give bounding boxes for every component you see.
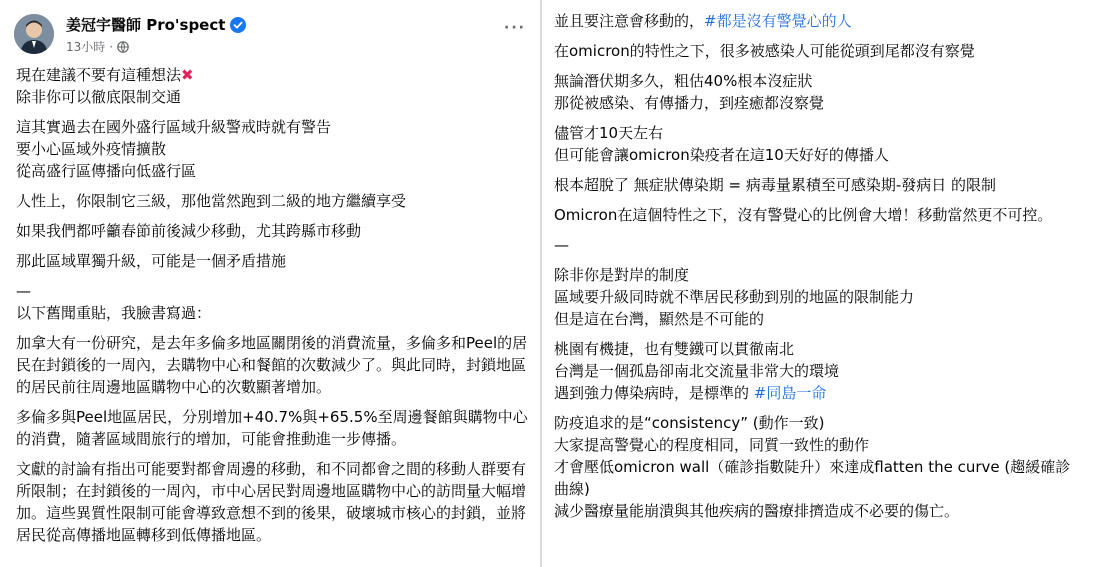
text-line: 防疫追求的是“consistency” (動作一致): [554, 414, 825, 432]
author-avatar[interactable]: [14, 14, 54, 54]
text-line: 現在建議不要有這種想法: [16, 66, 182, 84]
paragraph-9: 文獻的討論有指出可能要對都會周邊的移動，和不同都會之間的移動人群要有所限制；在封鎖後的一周內，市中心居民對周邊地區購物中心的訪問量大幅增加。這些異質性限制可能會導致意想不到的後果，破壞城市核心的封鎖，並將居民從高傳播地區轉移到低傳播地區。: [16, 460, 527, 544]
paragraph-r4: [554, 122, 1085, 166]
meta-separator: ·: [109, 39, 114, 54]
paragraph-r3: [554, 70, 1085, 114]
text-line: 儘管才10天左右: [554, 124, 664, 142]
post-timestamp[interactable]: 13小時: [66, 40, 106, 54]
author-name-text[interactable]: 姜冠宇醫師 Pro'spect: [66, 16, 226, 34]
post-body-right: [554, 10, 1085, 530]
more-options-icon[interactable]: ···: [504, 20, 526, 36]
section-divider-right: —: [554, 236, 569, 254]
text-line: 這其實過去在國外盛行區域升級警戒時就有警告: [16, 118, 332, 136]
paragraph-7: 加拿大有一份研究，是去年多倫多地區關閉後的消費流量，多倫多和Peel的居民在封鎖後的一周內，去購物中心和餐館的次數減少了。與此同時，封鎖地區的居民前往周邊地區購物中心的次數顯著增加。: [16, 334, 528, 396]
post-meta: [66, 38, 129, 55]
author-name[interactable]: [66, 14, 246, 35]
text-line: 減少醫療量能崩潰與其他疾病的醫療排擠造成不必要的傷亡。: [554, 502, 960, 520]
paragraph-r6: Omicron在這個特性之下，沒有警覺心的比例會大增！移動當然更不可控。: [554, 206, 1053, 224]
paragraph-4: 如果我們都呼籲春節前後減少移動，尤其跨縣市移動: [16, 222, 362, 240]
text-line: 要小心區域外疫情擴散: [16, 140, 167, 158]
post-column-right: [542, 0, 1095, 567]
paragraph-1: [16, 64, 530, 108]
paragraph-r2: 在omicron的特性之下，很多被感染人可能從頭到尾都沒有察覺: [554, 42, 975, 60]
public-globe-icon[interactable]: [117, 41, 129, 53]
paragraph-r8: [554, 264, 1085, 330]
paragraph-8: 多倫多與Peel地區居民，分別增加+40.7%與+65.5%至周邊餐館與購物中心的消費，隨著區域間旅行的增加，可能會推動進一步傳播。: [16, 408, 528, 448]
paragraph-r9: [554, 338, 1085, 404]
text-line: 無論潛伏期多久，粗估40%根本沒症狀: [554, 72, 813, 90]
text-line: 遇到強力傳染病時，是標準的: [554, 384, 754, 402]
hashtag-link[interactable]: #都是沒有警覺心的人: [704, 12, 852, 30]
text-line: 但是這在台灣，顯然是不可能的: [554, 310, 765, 328]
text-line: 但可能會讓omicron染疫者在這10天好好的傳播人: [554, 146, 889, 164]
paragraph-r10: [554, 412, 1085, 522]
paragraph-r5: 根本超脫了 無症狀傳染期 = 病毒量累積至可感染期-發病日 的限制: [554, 176, 997, 194]
paragraph-6: [16, 280, 530, 324]
post-header: [0, 0, 540, 62]
verified-badge-icon: [230, 17, 246, 33]
text-line: 以下舊聞重貼，我臉書寫過：: [16, 304, 212, 322]
paragraph-2: [16, 116, 530, 182]
post-body-left: [16, 64, 530, 554]
text-line: 區域要升級同時就不準居民移動到別的地區的限制能力: [554, 288, 915, 306]
paragraph-3: 人性上，你限制它三級，那他當然跑到二級的地方繼續享受: [16, 192, 407, 210]
post-column-left: [0, 0, 540, 567]
cross-mark-icon: ✖: [181, 66, 194, 84]
text-line: 除非你是對岸的制度: [554, 266, 690, 284]
text-line: 台灣是一個孤島卻南北交流量非常大的環境: [554, 362, 840, 380]
section-divider: —: [16, 282, 31, 300]
text-line: 從高盛行區傳播向低盛行區: [16, 162, 197, 180]
paragraph-5: 那此區域單獨升級，可能是一個矛盾措施: [16, 252, 287, 270]
text-line: 那從被感染、有傳播力，到痊癒都沒察覺: [554, 94, 825, 112]
text-line: 大家提高警覺心的程度相同，同質一致性的動作: [554, 436, 870, 454]
text-line: 除非你可以徹底限制交通: [16, 88, 182, 106]
hashtag-link[interactable]: #同島一命: [753, 384, 827, 402]
text-line: 桃園有機捷，也有雙鐵可以貫徹南北: [554, 340, 795, 358]
text-line: 並且要注意會移動的，: [554, 12, 705, 30]
text-line: 才會壓低omicron wall（確診指數陡升）來達成flatten the curve (趨緩確診曲線): [554, 458, 1071, 498]
paragraph-r1: [554, 10, 1085, 32]
